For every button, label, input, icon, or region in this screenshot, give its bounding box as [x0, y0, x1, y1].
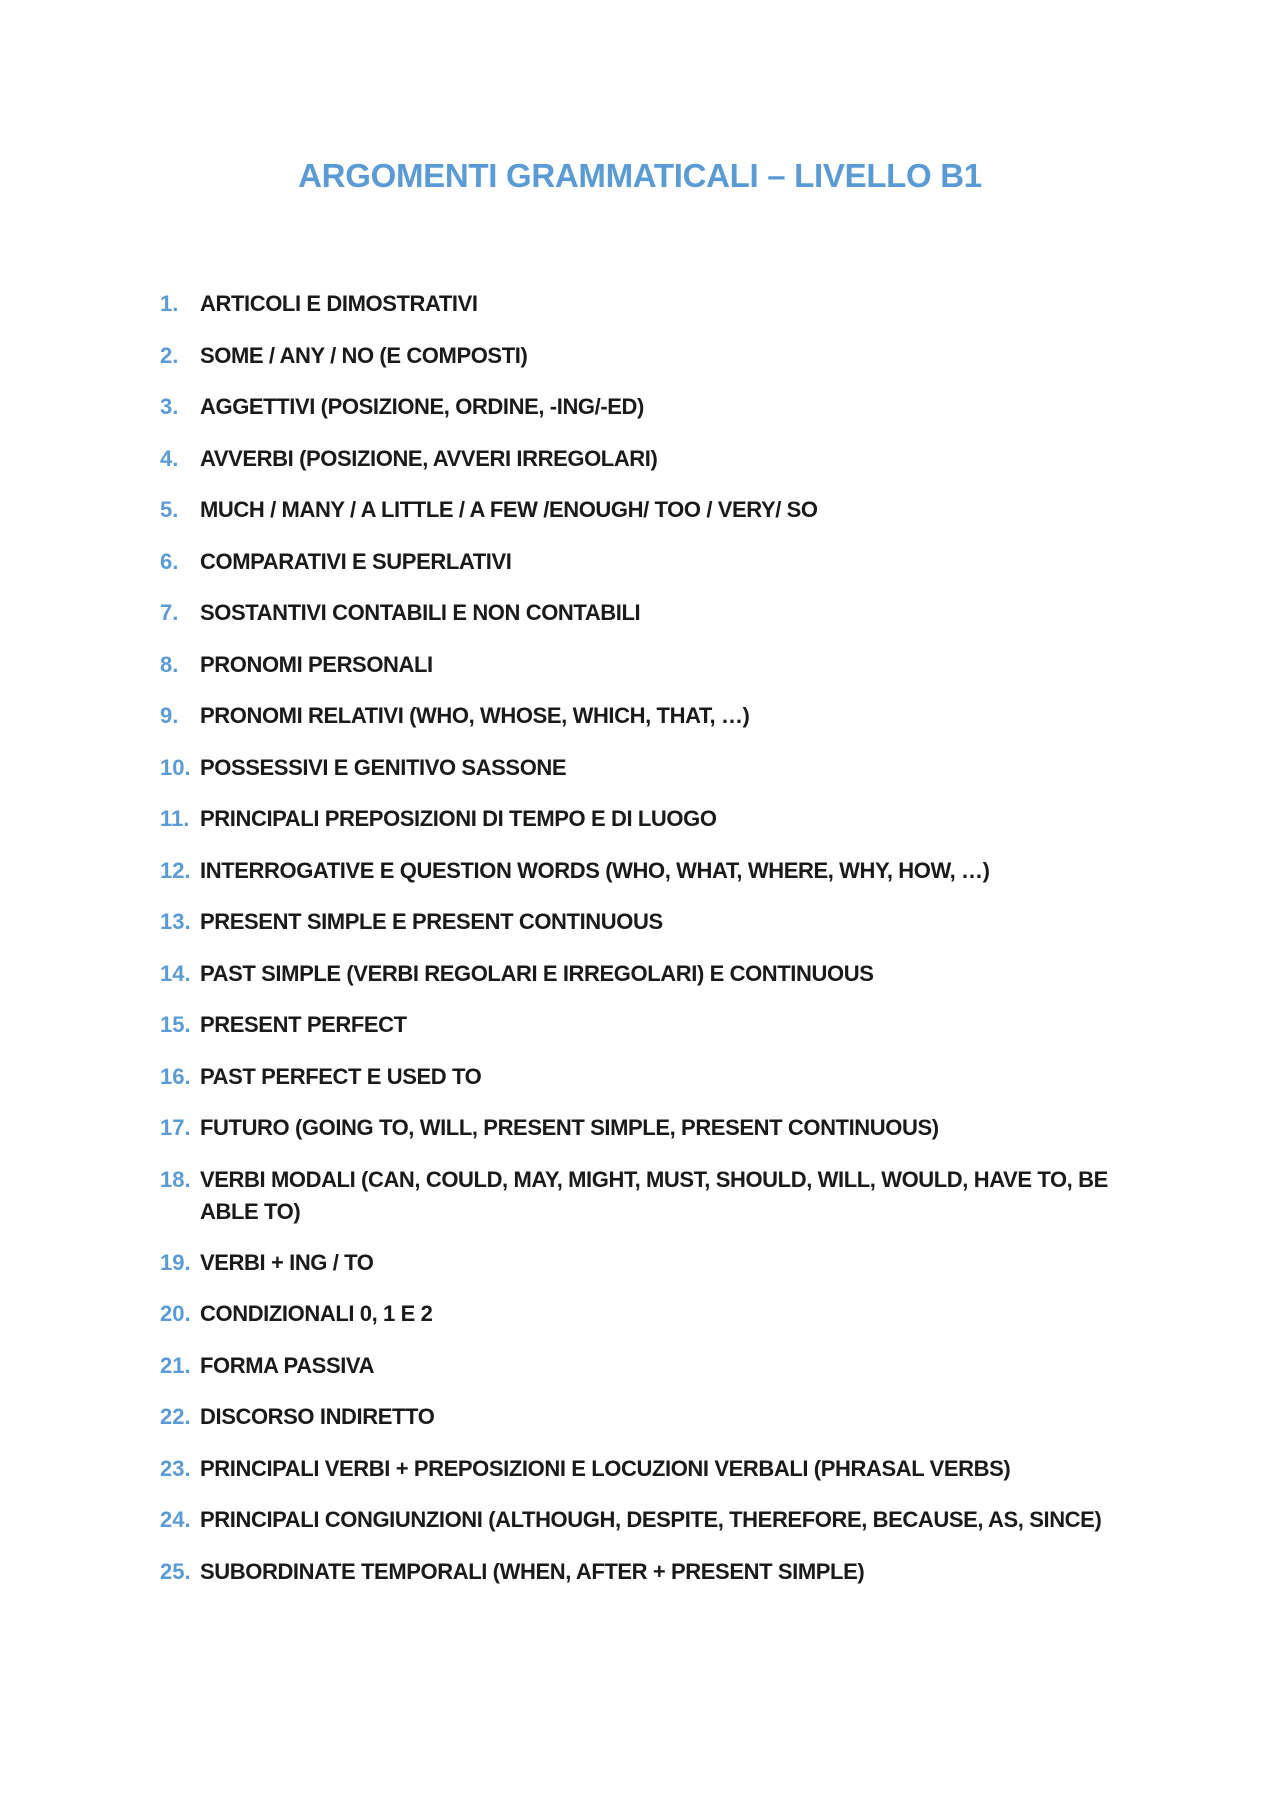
list-item: [0, 1298, 1280, 1350]
list-item-text: SOME / ANY / NO (E COMPOSTI): [200, 342, 528, 368]
list-item-text: PRESENT SIMPLE E PRESENT CONTINUOUS: [200, 909, 663, 934]
list-item-text: PRESENT PERFECT: [200, 1012, 407, 1037]
list-item-text: COMPARATIVI E SUPERLATIVI: [200, 548, 512, 574]
list-item-number: 1.: [160, 291, 179, 316]
list-item-number: 21.: [160, 1352, 191, 1378]
list-item-number: 2.: [160, 342, 179, 368]
list-item: [0, 958, 1280, 1010]
list-item: [0, 340, 1280, 392]
list-item: [0, 1556, 1280, 1608]
list-item-text: VERBI MODALI (CAN, COULD, MAY, MIGHT, MUST, SHOULD, WILL, WOULD, HAVE TO, BE ABLE TO): [200, 1166, 1108, 1224]
list-item-number: 10.: [160, 754, 191, 780]
list-item-text: SOSTANTIVI CONTABILI E NON CONTABILI: [200, 600, 641, 625]
list-item: [0, 855, 1280, 907]
list-item: [0, 494, 1280, 546]
list-item-text: PRINCIPALI CONGIUNZIONI (ALTHOUGH, DESPITE, THEREFORE, BECAUSE, AS, SINCE): [200, 1507, 1102, 1532]
list-item: [0, 1009, 1280, 1061]
list-item-number: 23.: [160, 1455, 191, 1481]
list-item-number: 3.: [160, 394, 179, 419]
list-item-number: 19.: [160, 1249, 191, 1275]
list-item: [0, 597, 1280, 649]
list-item-text: INTERROGATIVE E QUESTION WORDS (WHO, WHAT, WHERE, WHY, HOW, …): [200, 857, 990, 883]
list-item-number: 4.: [160, 445, 179, 471]
list-item-text: DISCORSO INDIRETTO: [200, 1404, 435, 1429]
list-item-number: 25.: [160, 1558, 191, 1584]
list-item: [0, 1112, 1280, 1164]
list-item: [0, 1247, 1280, 1299]
list-item: [0, 1453, 1280, 1505]
list-item-number: 13.: [160, 909, 191, 934]
list-item-number: 12.: [160, 857, 191, 883]
list-item-text: PRONOMI RELATIVI (WHO, WHOSE, WHICH, THAT, …): [200, 703, 750, 728]
list-item: [0, 700, 1280, 752]
list-item-text: PAST SIMPLE (VERBI REGOLARI E IRREGOLARI) E CONTINUOUS: [200, 960, 874, 986]
list-item-text: ARTICOLI E DIMOSTRATIVI: [200, 291, 478, 316]
list-item-number: 17.: [160, 1115, 191, 1140]
list-item: [0, 803, 1280, 855]
list-item-text: MUCH / MANY / A LITTLE / A FEW /ENOUGH/ TOO / VERY/ SO: [200, 497, 818, 522]
page-title: ARGOMENTI GRAMMATICALI – LIVELLO B1: [298, 157, 982, 194]
list-item: [0, 546, 1280, 598]
list-item-text: FUTURO (GOING TO, WILL, PRESENT SIMPLE, PRESENT CONTINUOUS): [200, 1115, 939, 1140]
list-item: [0, 752, 1280, 804]
list-item-number: 6.: [160, 548, 179, 574]
list-item: [0, 391, 1280, 443]
list-item: [0, 288, 1280, 340]
list-item-number: 14.: [160, 960, 191, 986]
list-item: [0, 906, 1280, 958]
list-item-text: VERBI + ING / TO: [200, 1249, 374, 1275]
list-item-number: 5.: [160, 497, 179, 522]
list-item-text: PRONOMI PERSONALI: [200, 651, 433, 677]
list-item: [0, 1401, 1280, 1453]
list-item-text: PAST PERFECT E USED TO: [200, 1063, 482, 1089]
list-item-number: 15.: [160, 1012, 191, 1037]
list-item-number: 16.: [160, 1063, 191, 1089]
list-item: [0, 1061, 1280, 1113]
list-item-text: POSSESSIVI E GENITIVO SASSONE: [200, 754, 567, 780]
list-item: [0, 1504, 1280, 1556]
list-item-number: 24.: [160, 1507, 191, 1532]
list-item-text: PRINCIPALI VERBI + PREPOSIZIONI E LOCUZIONI VERBALI (PHRASAL VERBS): [200, 1455, 1011, 1481]
list-item-number: 22.: [160, 1404, 191, 1429]
list-item-text: CONDIZIONALI 0, 1 E 2: [200, 1301, 433, 1326]
list-item-number: 9.: [160, 703, 179, 728]
list-item: [0, 443, 1280, 495]
topic-list: [0, 288, 1280, 1607]
list-item-text: SUBORDINATE TEMPORALI (WHEN, AFTER + PRESENT SIMPLE): [200, 1558, 865, 1584]
list-item: [0, 1164, 1280, 1247]
list-item-number: 8.: [160, 651, 179, 677]
list-item-text: AVVERBI (POSIZIONE, AVVERI IRREGOLARI): [200, 445, 658, 471]
list-item-number: 20.: [160, 1301, 191, 1326]
list-item-number: 7.: [160, 600, 179, 625]
list-item-number: 18.: [160, 1166, 191, 1192]
list-item-text: FORMA PASSIVA: [200, 1352, 375, 1378]
list-item: [0, 649, 1280, 701]
list-item-text: PRINCIPALI PREPOSIZIONI DI TEMPO E DI LUOGO: [200, 806, 717, 831]
list-item: [0, 1350, 1280, 1402]
list-item-number: 11.: [160, 806, 190, 831]
list-item-text: AGGETTIVI (POSIZIONE, ORDINE, -ING/-ED): [200, 394, 644, 419]
